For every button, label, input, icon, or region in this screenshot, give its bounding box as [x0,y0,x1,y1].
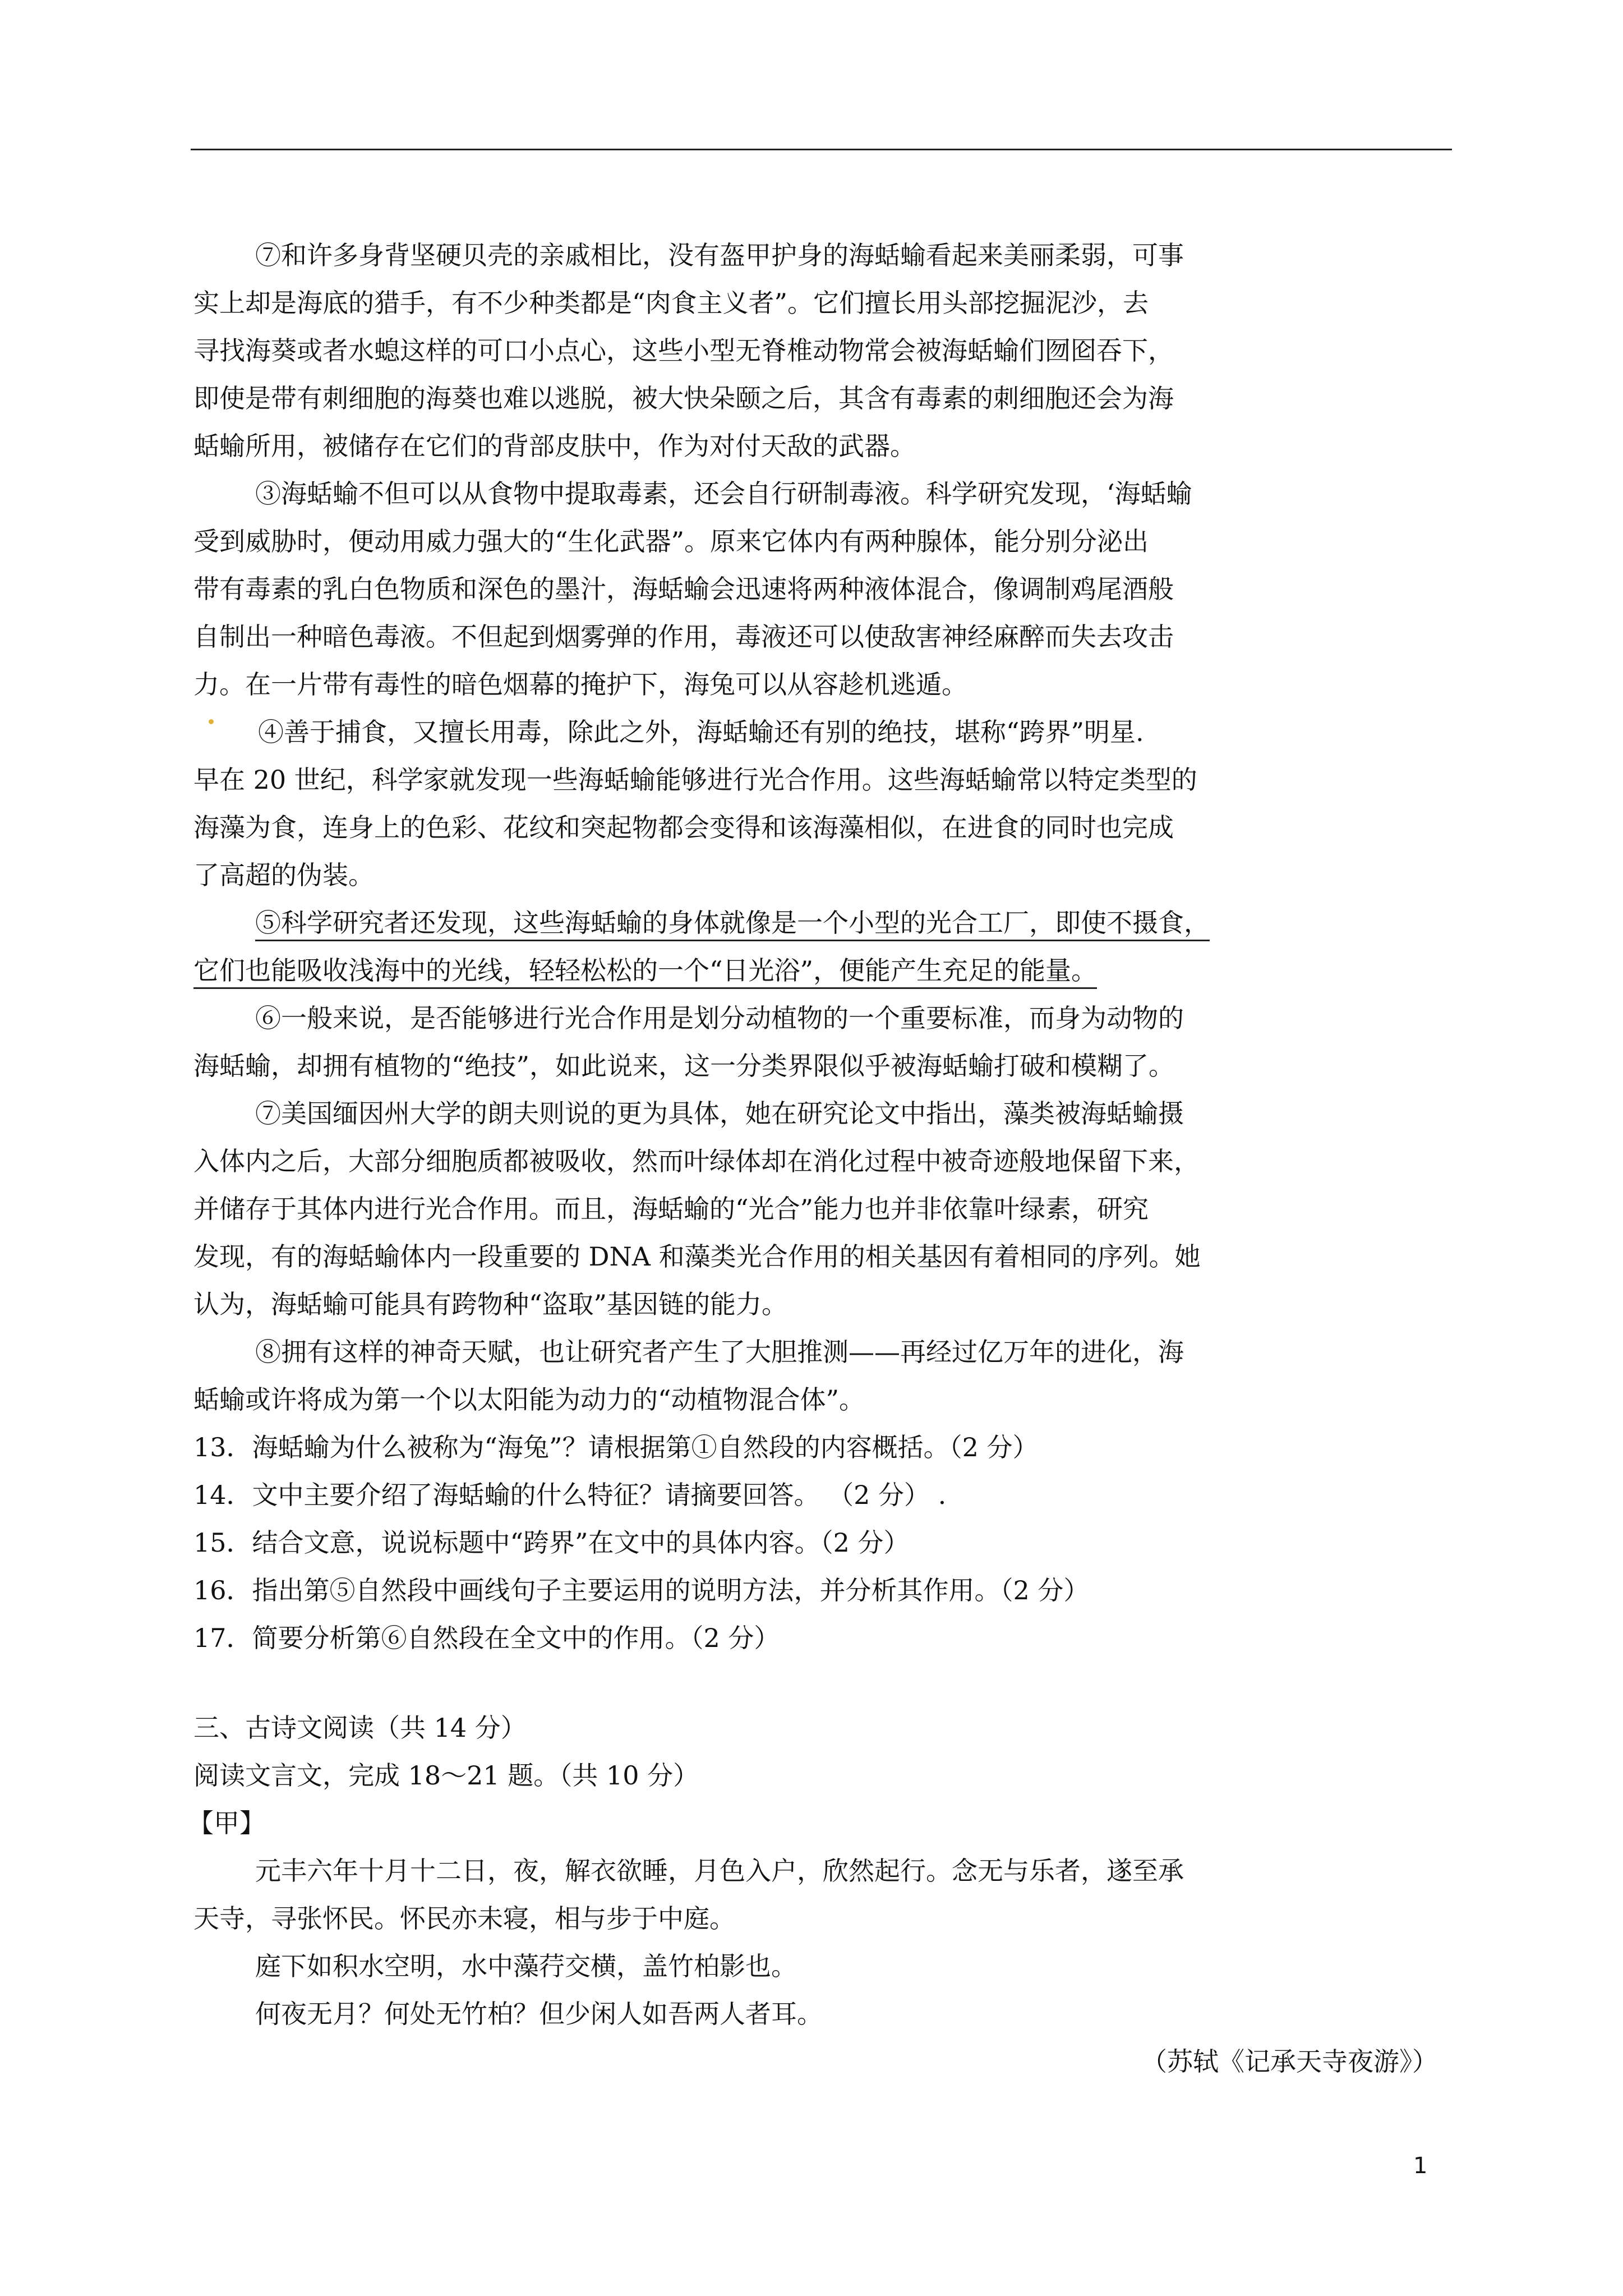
text-line: 发现，有的海蛞蝓体内一段重要的 DNA 和藻类光合作用的相关基因有着相同的序列。她 [193,1241,1201,1272]
section-instruction: 阅读文言文，完成 18～21 题。（共 10 分） [193,1760,699,1791]
text-line: 实上却是海底的猎手，有不少种类都是“肉食主义者”。它们擅长用头部挖掘泥沙，去 [193,288,1149,318]
classical-text-line: 何夜无月？何处无竹柏？但少闲人如吾两人者耳。 [255,1999,823,2029]
text-line: 认为，海蛞蝓可能具有跨物种“盗取”基因链的能力。 [193,1289,788,1319]
text-line: 受到威胁时，便动用威力强大的“生化武器”。原来它体内有两种腺体，能分别分泌出 [193,526,1149,556]
text-line: 带有毒素的乳白色物质和深色的墨汁，海蛞蝓会迅速将两种液体混合，像调制鸡尾酒般 [193,574,1174,604]
text-line: ⑦美国缅因州大学的朗夫则说的更为具体，她在研究论文中指出，藻类被海蛞蝓摄 [255,1098,1184,1129]
underlined-sentence-line: ⑤科学研究者还发现，这些海蛞蝓的身体就像是一个小型的光合工厂，即使不摄食， [255,906,1210,940]
text-line: 即使是带有刺细胞的海葵也难以逃脱，被大快朵颐之后，其含有毒素的刺细胞还会为海 [193,383,1174,413]
classical-text-line: 天寺，寻张怀民。怀民亦未寝，相与步于中庭。 [193,1903,735,1934]
page-number: 1 [1413,2153,1428,2179]
question-16: 16．指出第⑤自然段中画线句子主要运用的说明方法，并分析其作用。（2 分） [193,1575,1090,1605]
stray-mark-dot [209,719,214,724]
source-citation: （苏轼《记承天寺夜游》） [1141,2046,1438,2077]
section-title: 三、古诗文阅读（共 14 分） [193,1713,527,1743]
text-line: 了高超的伪装。 [193,860,374,890]
text-line: ③海蛞蝓不但可以从食物中提取毒素，还会自行研制毒液。科学研究发现，‘海蛞蝓 [255,478,1192,509]
question-15: 15．结合文意，说说标题中“跨界”在文中的具体内容。（2 分） [193,1527,910,1558]
text-line: 寻找海葵或者水螅这样的可口小点心，这些小型无脊椎动物常会被海蛞蝓们囫囵吞下， [193,335,1174,366]
text-line: 蛞蝓所用，被储存在它们的背部皮肤中，作为对付天敌的武器。 [193,431,916,461]
text-line: 入体内之后，大部分细胞质都被吸收，然而叶绿体却在消化过程中被奇迹般地保留下来， [193,1146,1200,1176]
text-line: 海蛞蝓，却拥有植物的“绝技”，如此说来，这一分类界限似乎被海蛞蝓打破和模糊了。 [193,1051,1175,1081]
text-line: ④善于捕食，又擅长用毒，除此之外，海蛞蝓还有别的绝技，堪称“跨界”明星. [258,717,1144,747]
text-line: 自制出一种暗色毒液。不但起到烟雾弹的作用，毒液还可以使敌害神经麻醉而失去攻击 [193,622,1174,652]
text-line: ⑥一般来说，是否能够进行光合作用是划分动植物的一个重要标准，而身为动物的 [255,1003,1184,1033]
text-line: ⑧拥有这样的神奇天赋，也让研究者产生了大胆推测——再经过亿万年的进化，海 [255,1337,1184,1367]
text-line: 并储存于其体内进行光合作用。而且，海蛞蝓的“光合”能力也并非依靠叶绿素，研究 [193,1194,1149,1224]
text-line: 海藻为食，连身上的色彩、花纹和突起物都会变得和该海藻相似，在进食的同时也完成 [193,812,1174,843]
underlined-sentence-line: 它们也能吸收浅海中的光线，轻轻松松的一个“日光浴”，便能产生充足的能量。 [193,954,1097,987]
text-line: ⑦和许多身背坚硬贝壳的亲戚相比，没有盔甲护身的海蛞蝓看起来美丽柔弱，可事 [255,240,1184,270]
text-line: 蛞蝓或许将成为第一个以太阳能为动力的“动植物混合体”。 [193,1384,865,1415]
classical-text-line: 元丰六年十月十二日，夜，解衣欲睡，月色入户，欣然起行。念无与乐者，遂至承 [255,1856,1184,1886]
question-17: 17．简要分析第⑥自然段在全文中的作用。（2 分） [193,1623,780,1653]
text-line: 早在 20 世纪，科学家就发现一些海蛞蝓能够进行光合作用。这些海蛞蝓常以特定类型的 [193,765,1197,795]
text-line: 力。在一片带有毒性的暗色烟幕的掩护下，海兔可以从容趁机逃遁。 [193,669,967,700]
question-14: 14．文中主要介绍了海蛞蝓的什么特征？请摘要回答。 （2 分） . [193,1480,947,1510]
question-13: 13．海蛞蝓为什么被称为“海兔”？请根据第①自然段的内容概括。（2 分） [193,1432,1039,1462]
passage-label: 【甲】 [188,1808,265,1838]
classical-text-line: 庭下如积水空明，水中藻荇交横，盖竹柏影也。 [255,1951,797,1981]
header-rule [191,149,1452,150]
